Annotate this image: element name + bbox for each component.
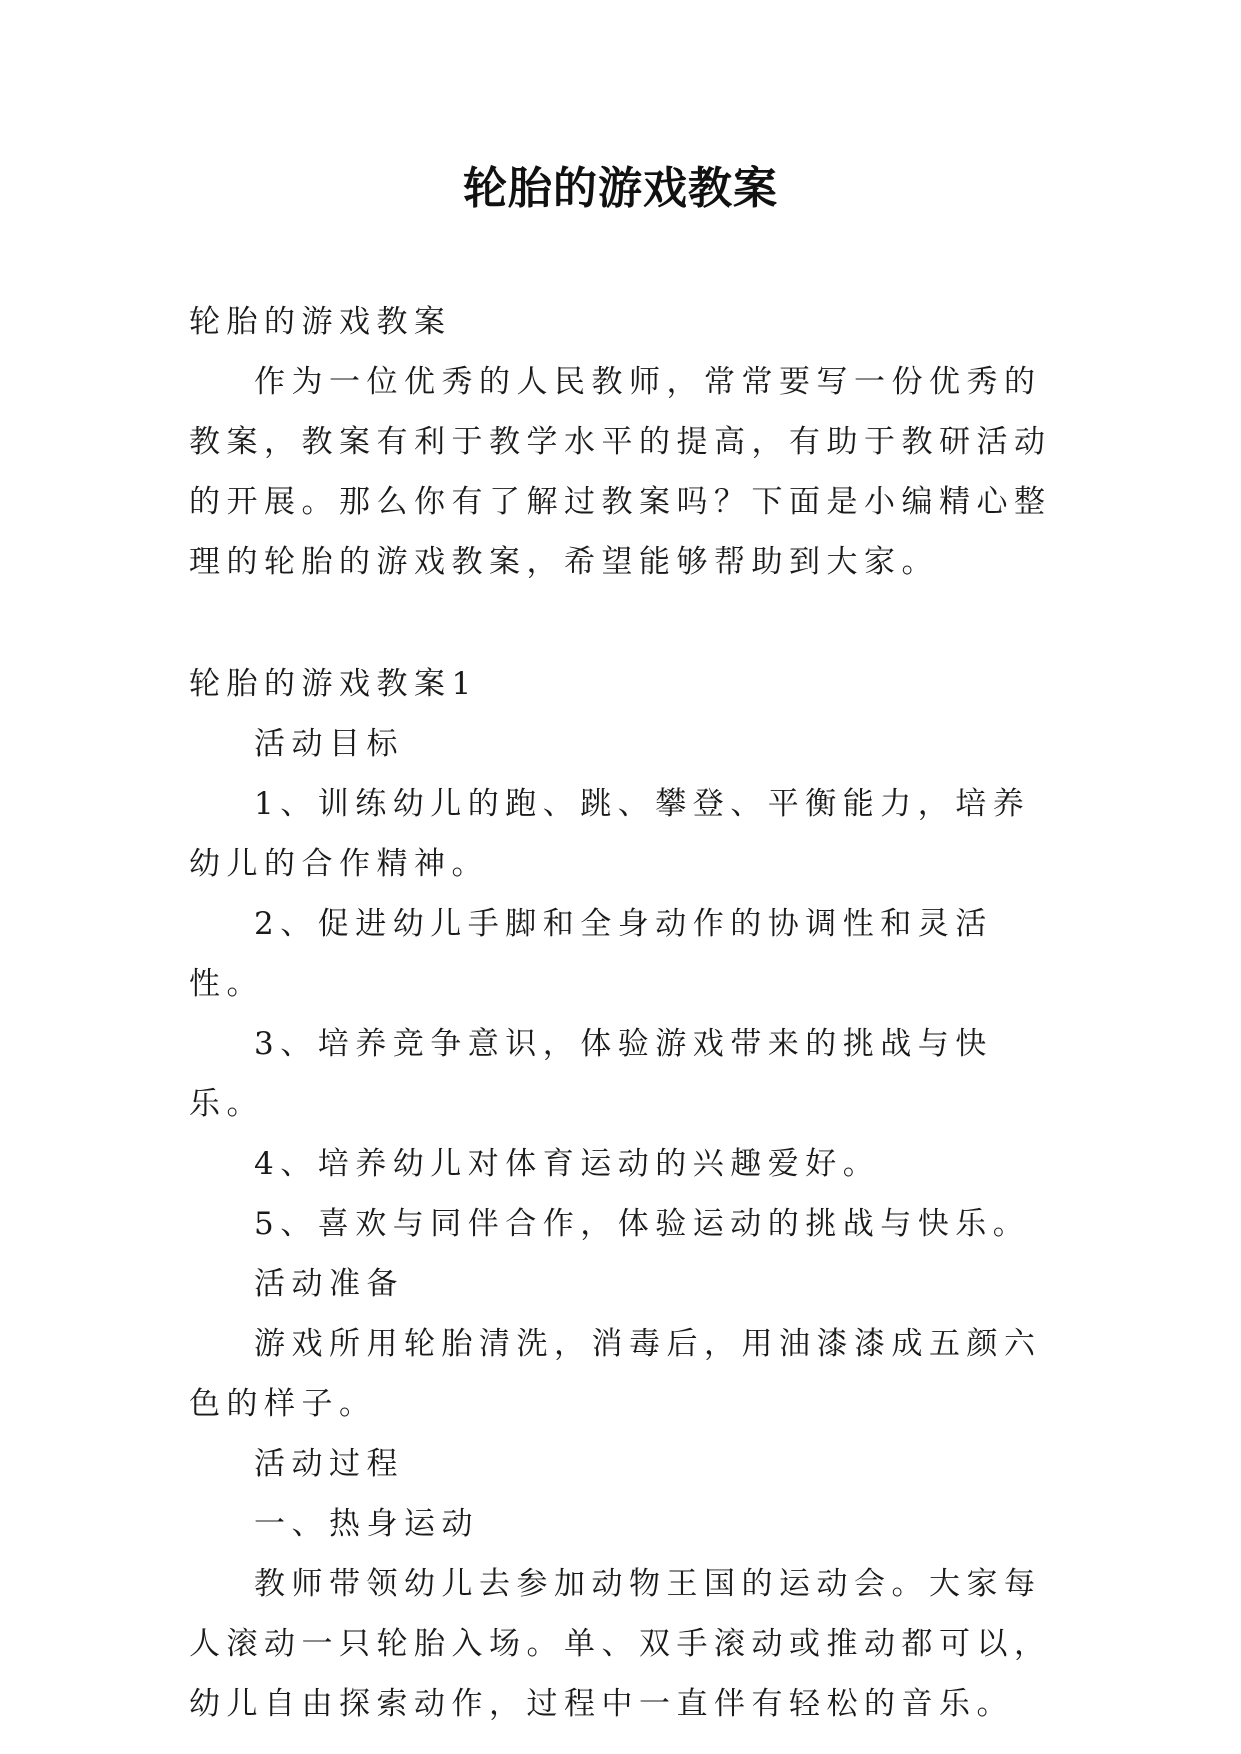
intro-paragraph: 作为一位优秀的人民教师，常常要写一份优秀的教案，教案有利于教学水平的提高，有助于教研活动的开展。那么你有了解过教案吗？下面是小编精心整理的轮胎的游戏教案，希望能够帮助到大家。 <box>189 364 1052 580</box>
prep-paragraph: 游戏所用轮胎清洗，消毒后，用油漆漆成五颜六色的样子。 <box>189 1326 1042 1422</box>
section-spacer <box>189 592 1059 654</box>
process-heading: 活动过程 <box>254 1446 404 1482</box>
goals-heading: 活动目标 <box>254 726 404 762</box>
goal-item: 1、训练幼儿的跑、跳、攀登、平衡能力，培养幼儿的合作精神。 <box>189 786 1031 882</box>
goal-item: 3、培养竞争意识，体验游戏带来的挑战与快乐。 <box>189 1026 993 1122</box>
document-body <box>189 292 1059 1734</box>
document-title: 轮胎的游戏教案 <box>463 163 778 214</box>
goal-item: 4、培养幼儿对体育运动的兴趣爱好。 <box>254 1146 881 1182</box>
goal-item: 2、促进幼儿手脚和全身动作的协调性和灵活性。 <box>189 906 993 1002</box>
prep-heading: 活动准备 <box>254 1266 404 1302</box>
section-title: 轮胎的游戏教案1 <box>189 666 478 702</box>
warmup-paragraph: 教师带领幼儿去参加动物王国的运动会。大家每人滚动一只轮胎入场。单、双手滚动或推动都可以，幼儿自由探索动作，过程中一直伴有轻松的音乐。 <box>189 1566 1052 1722</box>
goal-item: 5、喜欢与同伴合作，体验运动的挑战与快乐。 <box>254 1206 1031 1242</box>
warmup-heading: 一、热身运动 <box>254 1506 479 1542</box>
subtitle: 轮胎的游戏教案 <box>189 304 452 340</box>
